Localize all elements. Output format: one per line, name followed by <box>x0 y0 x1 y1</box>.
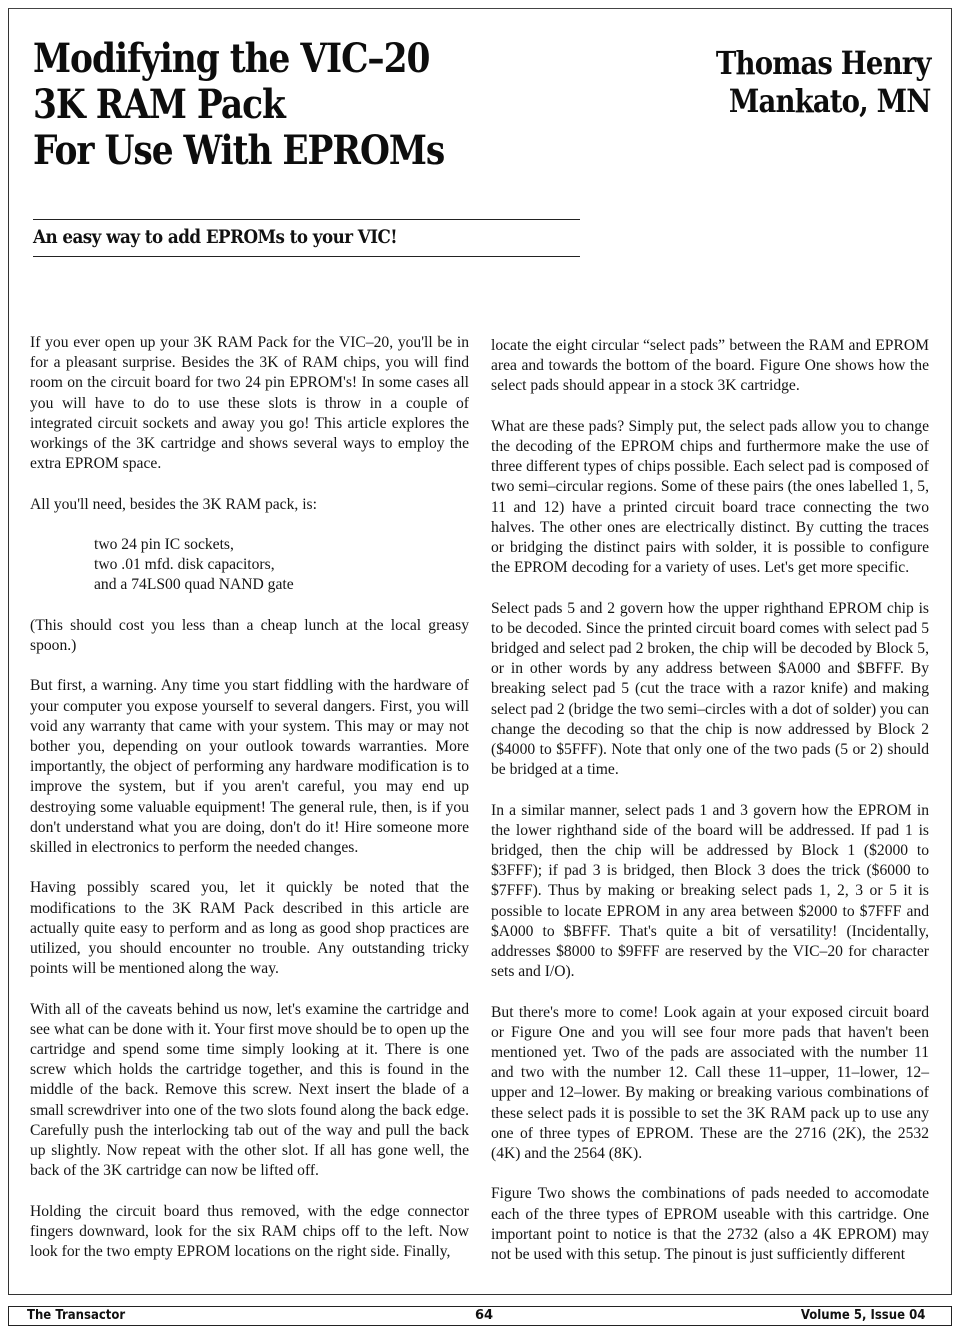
page-footer <box>8 1306 952 1326</box>
paragraph: But first, a warning. Any time you start fiddling with the hardware of your computer you expose yourself to several dangers. First, you will void any warranty that came with your system. This may or may not bother you, depending on your outlook towards warranties. More importantly, the object of performing any hardware modification is to improve the system, but if you aren't careful, you may end up destroying some valuable equipment! The general rule, then, is if you don't understand what you are doing, don't do it! Hire someone more skilled in electronics to perform the needed changes. <box>30 677 469 857</box>
title-line-2: 3K RAM Pack <box>33 81 285 128</box>
author-byline <box>715 44 930 120</box>
author-name: Thomas Henry <box>715 44 930 82</box>
left-column <box>30 333 469 1282</box>
subtitle-rule-top <box>33 219 580 220</box>
paragraph: Having possibly scared you, let it quickly be noted that the modifications to the 3K RAM Pack described in this article are actually quite easy to perform and as long as good shop practices are utilized, you should encounter no trouble. Any outstanding tricky points will be mentioned along the way. <box>30 879 469 978</box>
parts-list <box>94 535 469 596</box>
issue-label: Volume 5, Issue 04 <box>800 1308 925 1323</box>
paragraph: locate the eight circular “select pads” between the RAM and EPROM area and towards the bottom of the board. Figure One shows how the select pads should appear in a stock 3K cartridge. <box>491 337 929 395</box>
parts-list-item: two 24 pin IC sockets, <box>94 536 234 553</box>
parts-list-item: and a 74LS00 quad NAND gate <box>94 576 294 594</box>
subtitle-rule-bottom <box>33 256 580 257</box>
publication-name: The Transactor <box>27 1308 126 1323</box>
article-subtitle: An easy way to add EPROMs to your VIC! <box>33 226 398 248</box>
paragraph: (This should cost you less than a cheap lunch at the local greasy spoon.) <box>30 616 469 654</box>
page-number: 64 <box>475 1308 494 1323</box>
paragraph: In a similar manner, select pads 1 and 3 govern how the EPROM in the lower righthand side of the board will be addressed. If pad 1 is bridged, then the chip will be addressed by Block 1 ($2000 to $3FFF); if pad 3 is bridged, then Block 3 does the trick ($6000 to $7FFF). Thus by making or breaking select pads 1, 2, 3 or 5 it is possible to locate EPROM in any area between $2000 to $7FFF and $A000 to $BFFF. That's quite a bit of versatility! (Incidentally, addresses $8000 to $9FFF are reserved by the VIC–20 for character sets and I/O). <box>491 801 929 981</box>
paragraph: Holding the circuit board thus removed, with the edge connector fingers downward, look for the six RAM chips off to the left. Now look for the two empty EPROM locations on the right side. Finally, <box>30 1202 469 1261</box>
paragraph: All you'll need, besides the 3K RAM pack, is: <box>30 495 317 513</box>
paragraph: With all of the caveats behind us now, let's examine the cartridge and see what can be done with it. Your first move should be to open up the cartridge and spend some time simply looking at it. There is one screw which holds the cartridge together, and this is found in the middle of the back. Remove this screw. Next insert the blade of a small screwdriver into one of the two slots found along the back edge. Carefully push the interlocking tab out of the way and pull the back up slightly. Now repeat with the other slot. If all has gone well, the back of the 3K cartridge can now be lifted off. <box>30 1000 469 1180</box>
paragraph: What are these pads? Simply put, the select pads allow you to change the decoding of the EPROM chips and furthermore make the use of three different types of chips possible. Each select pad is composed of two semi–circular regions. Some of these pairs (the ones labelled 1, 5, 11 and 12) have a printed circuit board trace connecting the two halves. The other ones are electrically distinct. By cutting the traces or bridging the distinct pairs with solder, it is possible to configure the EPROM decoding for a variety of uses. Let's get more specific. <box>491 417 929 577</box>
author-location: Mankato, MN <box>728 82 930 120</box>
paragraph: Figure Two shows the combinations of pads needed to accomodate each of the three types of EPROM useable with this cartridge. One important point to notice is that the 2732 (also a 4K EPROM) may not be used with this setup. The pinout is just sufficiently different <box>491 1185 929 1264</box>
paragraph: If you ever open up your 3K RAM Pack for the VIC–20, you'll be in for a pleasant surprise. Besides the 3K of RAM chips, you will find room on the circuit board for two 24 pin EPROM's! In some cases all you will have to do to use these slots is throw in a couple of integrated circuit sockets and away you go! This article explores the workings of the 3K cartridge and shows several ways to employ the extra EPROM space. <box>30 334 469 473</box>
article-title <box>33 36 444 174</box>
paragraph: But there's more to come! Look again at your exposed circuit board or Figure One and you will see four more pads that haven't been mentioned yet. Two of the pads are associated with the number 11 and two with the number 12. Call these 11–upper, 11–lower, 12–upper and 12–lower. By making or breaking various combinations of these select pads it is possible to set the 3K RAM pack up to use any one of three types of EPROM. These are the 2716 (2K), the 2532 (4K) and the 2564 (8K). <box>491 1003 929 1163</box>
parts-list-item: two .01 mfd. disk capacitors, <box>94 556 275 574</box>
title-line-1: Modifying the VIC–20 <box>33 35 430 82</box>
title-line-3: For Use With EPROMs <box>33 127 445 174</box>
paragraph: Select pads 5 and 2 govern how the upper righthand EPROM chip is to be decoded. Since the printed circuit board comes with select pad 5 bridged and select pad 2 broken, the chip will be decoded by Block 5, or in other words by any address between $A000 and $BFFF. By breaking select pad 5 (cut the trace with a razor knife) and making select pad 2 (bridge the two semi–circles with a dot of solder) you can change the decoding so that the chip is now addressed by Block 2 ($4000 to $5FFF). Note that only one of the two pads (5 or 2) should be bridged at a time. <box>491 599 929 779</box>
right-column <box>491 336 929 1285</box>
